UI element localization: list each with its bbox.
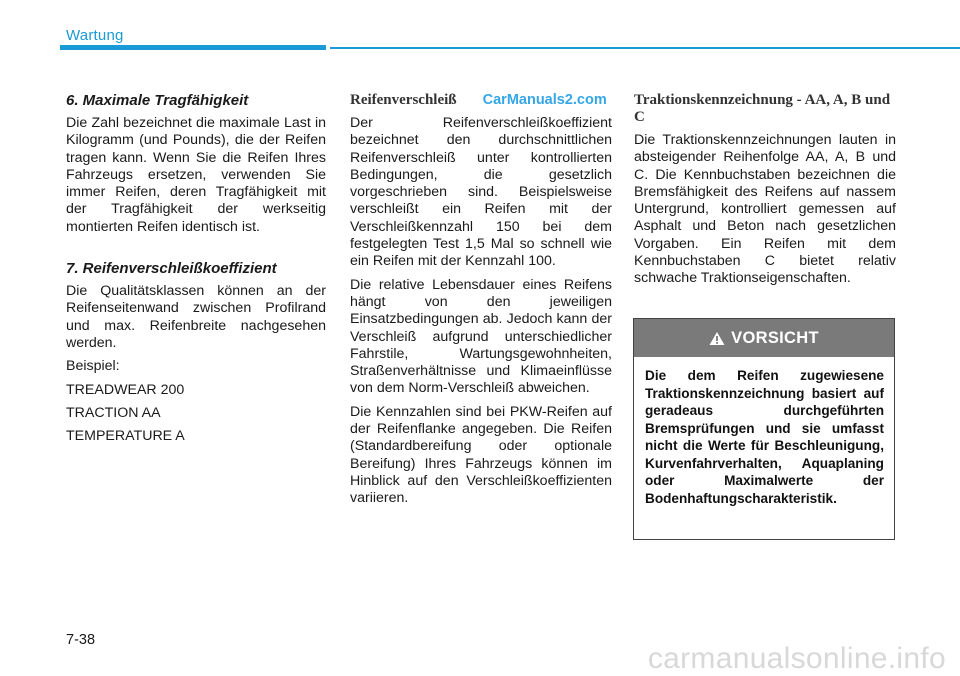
paragraph-wear-coefficient: Die Qualitätsklassen können an der Reifenseitenwand zwischen Profilrand und max. Reifenbreite nachgesehen werden. [66, 283, 326, 351]
example-traction: TRACTION AA [66, 404, 161, 421]
caution-body: Die dem Reifen zugewiesene Traktionskennzeichnung basiert auf geradeaus durchgeführten Bremsprüfungen und sie umfasst nicht die Werte für Beschleunigung, Kurvenfahrverhalten, Aquaplaning oder Maximalwerte der Bodenhaftungscharakteristik. [645, 368, 884, 506]
caution-box [633, 318, 895, 540]
example-label: Beispiel: [66, 358, 120, 375]
heading-wear-coefficient: 7. Reifenverschleißkoeffizient [66, 260, 277, 278]
header-rule-thin [330, 47, 960, 49]
header-rule-thick [60, 45, 326, 50]
paragraph-tire-wear-1: Der Reifenverschleißkoeffizient bezeichnet den durchschnittlichen Reifenverschleiß unter kontrollierten Bedingungen, die gesetzlich vorgeschrieben sind. Beispielsweise verschleißt ein Reifen mit der Verschleißkennzahl 150 bei dem festgelegten Test 1,5 Mal so schnell wie ein Reifen mit der Kennzahl 100. [350, 115, 612, 270]
paragraph-traction: Die Traktionskennzeichnungen lauten in absteigender Reihenfolge AA, A, B und C. Die Kennbuchstaben bezeichnen die Bremsfähigkeit des Reifens auf nassem Untergrund, kontrolliert gemessen auf Asphalt und Beton nach gesetzlichen Vorgaben. Ein Reifen mit dem Kennbuchstaben C bietet relativ schwache Traktionseigenschaften. [634, 132, 896, 287]
column-middle [350, 92, 612, 514]
heading-tire-wear [350, 92, 612, 109]
paragraph-tire-wear-2: Die relative Lebensdauer eines Reifens hängt von den jeweiligen Einsatzbedingungen ab. Jedoch kann der Verschleiß aufgrund unterschiedlicher Fahrstile, Wartungsgewohnheiten, Straßenverhältnisse und Klimaeinflüsse von dem Norm-Verschleiß abweichen. [350, 276, 612, 397]
column-left [66, 92, 326, 451]
caution-title: VORSICHT [731, 328, 819, 347]
warning-triangle-icon [709, 331, 725, 346]
example-temperature: TEMPERATURE A [66, 428, 185, 445]
paragraph-tire-wear-3: Die Kennzahlen sind bei PKW-Reifen auf der Reifenflanke angegeben. Die Reifen (Standardbereifung oder optionale Bereifung) Ihres Fahrzeugs können im Hinblick auf den Verschleißkoeffizienten variieren. [350, 403, 612, 507]
example-treadwear: TREADWEAR 200 [66, 381, 185, 398]
heading-tire-wear-text: Reifenverschleiß [350, 92, 457, 108]
heading-traction: Traktionskennzeichnung - AA, A, B und C [634, 92, 891, 125]
paragraph-max-load: Die Zahl bezeichnet die maximale Last in Kilogramm (und Pounds), die der Reifen tragen kann. Wenn Sie die Reifen Ihres Fahrzeugs ersetzen, verwenden Sie immer Reifen, deren Tragfähigkeit mit der Tragfähigkeit der werkseitig montierten Reifen identisch ist. [66, 115, 326, 235]
column-right [634, 92, 896, 294]
caution-header [634, 319, 894, 357]
page-number: 7-38 [66, 632, 96, 648]
footer-watermark: carmanualsonline.info [647, 642, 946, 675]
watermark-carmanuals: CarManuals2.com [482, 92, 607, 108]
heading-max-load: 6. Maximale Tragfähigkeit [66, 92, 249, 109]
section-title: Wartung [66, 27, 124, 44]
